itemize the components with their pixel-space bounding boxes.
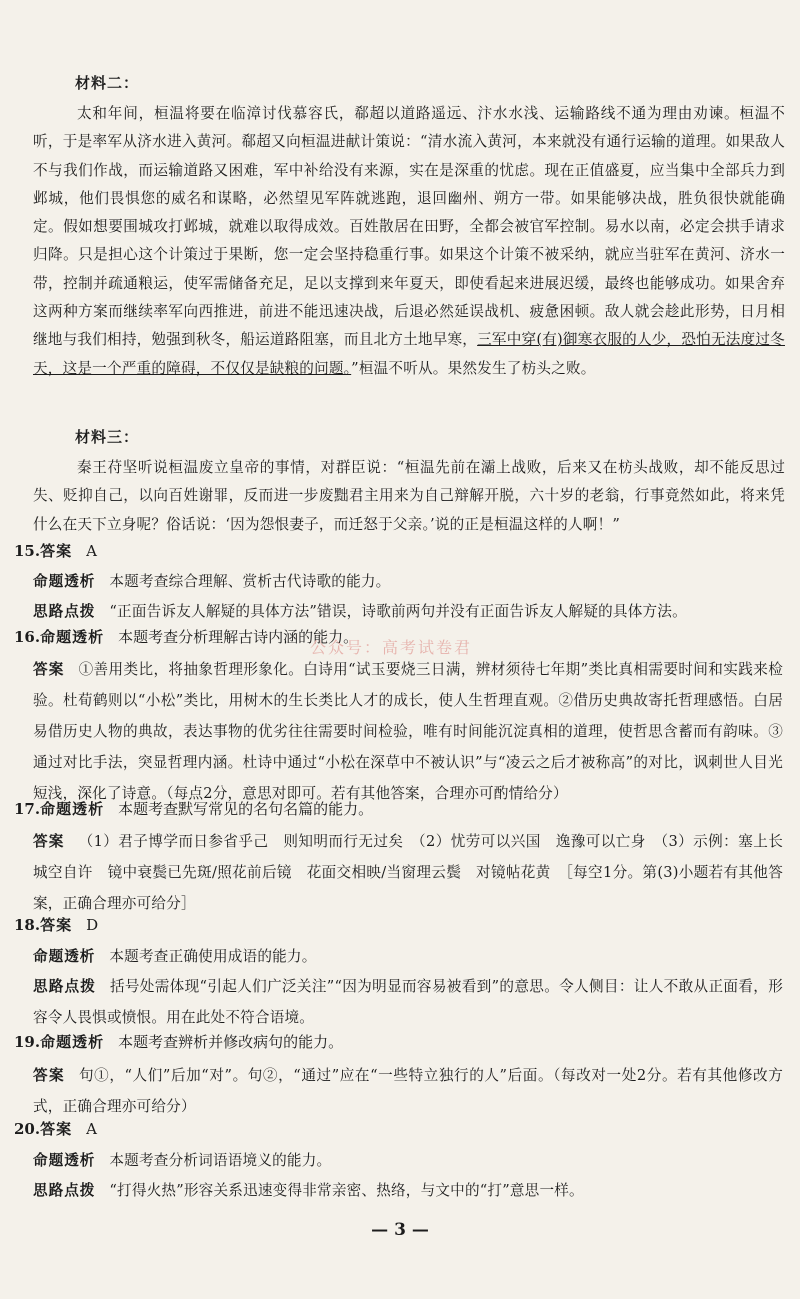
q15-answer-label: 答案 [40, 542, 73, 560]
q15-tip [33, 596, 783, 627]
q20-answer: A [86, 1120, 97, 1138]
q20-tip [33, 1175, 783, 1206]
q20-number: 20. [14, 1120, 41, 1138]
q19-analysis-row [14, 1031, 343, 1052]
q18-tip-label: 思路点拨 [33, 978, 96, 995]
q18-answer: D [86, 916, 99, 934]
q17-number: 17. [14, 800, 41, 818]
q17-analysis-text: 本题考查默写常见的名句名篇的能力。 [118, 800, 374, 818]
material-2-heading: 材料二： [75, 74, 140, 92]
watermark: 公众号：高考试卷君 [310, 638, 473, 657]
q16-answer [33, 654, 783, 809]
q20-analysis-label: 命题透析 [33, 1152, 96, 1169]
page-number: — 3 — [371, 1220, 429, 1240]
q17-answer-text: （1）君子博学而日参省乎己 则知明而行无过矣 （2）忧劳可以兴国 逸豫可以亡身 （3）示例：塞上长城空自许 镜中衰鬓已先斑/照花前后镜 花面交相映/当窗理云鬓 对镜帖花黄 ［每空1分。第(3)小题若有其他答案，正确合理亦可给分］ [33, 833, 783, 912]
q18-number: 18. [14, 916, 41, 934]
q18-answer-row [14, 914, 98, 935]
q20-tip-text: “打得火热”形容关系迅速变得非常亲密、热络，与文中的“打”意思一样。 [109, 1182, 584, 1199]
q19-analysis-text: 本题考查辨析并修改病句的能力。 [118, 1033, 344, 1051]
q18-analysis-text: 本题考查正确使用成语的能力。 [109, 948, 317, 965]
q18-answer-label: 答案 [40, 916, 73, 934]
material-2-text-end: ”桓温不听从。果然发生了枋头之败。 [351, 359, 596, 377]
q19-number: 19. [14, 1033, 41, 1051]
material-2-text-main: 太和年间，桓温将要在临漳讨伐慕容氏，郗超以道路遥远、汴水水浅、运输路线不通为理由劝谏。桓温不听，于是率军从济水进入黄河。郗超又向桓温进献计策说：“清水流入黄河，本来就没有通行运输的道理。如果敌人不与我们作战，而运输道路又困难，军中补给没有来源，实在是深重的忧虑。现在正值盛夏，应当集中全部兵力到邺城，他们畏惧您的威名和谋略，必然望见军阵就逃跑，退回幽州、朔方一带。如果能够决战，胜负很快就能确定。假如想要围城攻打邺城，就难以取得成效。百姓散居在田野，全都会被官军控制。易水以南，必定会拱手请求归降。只是担心这个计策过于果断，您一定会坚持稳重行事。如果这个计策不被采纳，就应当驻军在黄河、济水一带，控制并疏通粮运，使军需储备充足，足以支撑到来年夏天，即使看起来进展迟缓，最终也能够成功。如果舍弃这两种方案而继续率军向西推进，前进不能迅速决战，后退必然延误战机、疲惫困顿。敌人就会趁此形势，日月相继地与我们相持，勉强到秋冬，船运道路阻塞，而且北方土地早寒， [33, 105, 785, 349]
q16-analysis-text: 本题考查分析理解古诗内涵的能力。 [118, 628, 359, 646]
q15-tip-text: “正面告诉友人解疑的具体方法”错误，诗歌前两句并没有正面告诉友人解疑的具体方法。 [109, 603, 687, 620]
q15-answer: A [86, 542, 97, 560]
q15-tip-label: 思路点拨 [33, 603, 96, 620]
q19-answer [33, 1060, 783, 1122]
q15-answer-row [14, 540, 97, 561]
q15-analysis-label: 命题透析 [33, 573, 96, 590]
q15-analysis [33, 566, 783, 597]
q16-answer-label: 答案 [33, 661, 65, 678]
material-2-text [33, 100, 785, 383]
q15-number: 15. [14, 542, 41, 560]
q18-tip-text: 括号处需体现“引起人们广泛关注”“因为明显而容易被看到”的意思。令人侧目：让人不敢从正面看，形容令人畏惧或愤恨。用在此处不符合语境。 [33, 978, 783, 1026]
q20-answer-label: 答案 [40, 1120, 73, 1138]
q18-tip [33, 971, 783, 1033]
q15-analysis-text: 本题考查综合理解、赏析古代诗歌的能力。 [109, 573, 391, 590]
q18-analysis-label: 命题透析 [33, 948, 96, 965]
q16-answer-text: ①善用类比，将抽象哲理形象化。白诗用“试玉要烧三日满，辨材须待七年期”类比真相需要时间和实践来检验。杜荀鹤则以“小松”类比，用树木的生长类比人才的成长，使人生哲理直观。②借历史典故寄托哲理感悟。白居易借历史人物的典故，表达事物的优劣往往需要时间检验，唯有时间能沉淀真相的道理，使哲思含蓄而有韵味。③通过对比手法，突显哲理内涵。杜诗中通过“小松在深草中不被认识”与“凌云之后才被称高”的对比，讽刺世人目光短浅，深化了诗意。（每点2分，意思对即可。若有其他答案，合理亦可酌情给分） [33, 661, 783, 802]
q19-answer-label: 答案 [33, 1067, 65, 1084]
q17-answer [33, 826, 783, 919]
q17-answer-label: 答案 [33, 833, 65, 850]
q16-analysis-label: 命题透析 [40, 628, 105, 646]
q20-answer-row [14, 1118, 97, 1139]
q19-answer-text: 句①，“人们”后加“对”。句②，“通过”应在“一些特立独行的人”后面。（每改对一处2分。若有其他修改方式，正确合理亦可给分） [33, 1067, 783, 1115]
q16-number: 16. [14, 628, 41, 646]
material-3-heading: 材料三： [75, 428, 140, 446]
material-3-text: 秦王苻坚听说桓温废立皇帝的事情，对群臣说：“桓温先前在灞上战败，后来又在枋头战败，却不能反思过失、贬抑自己，以向百姓谢罪，反而进一步废黜君主用来为自己辩解开脱，六十岁的老翁，行事竟然如此，将来凭什么在天下立身呢？俗话说：‘因为怨恨妻子，而迁怒于父亲。’说的正是桓温这样的人啊！” [33, 459, 785, 533]
q17-analysis-row [14, 798, 373, 819]
q20-tip-label: 思路点拨 [33, 1182, 96, 1199]
material-2-underlined-text: 三军中穿(有)御寒衣服的人少，恐怕无法度过冬天，这是一个严重的障碍，不仅仅是缺粮的问题。 [33, 331, 785, 377]
q17-analysis-label: 命题透析 [40, 800, 105, 818]
q18-analysis [33, 941, 783, 972]
q20-analysis [33, 1145, 783, 1176]
q16-analysis-row [14, 626, 358, 647]
q20-analysis-text: 本题考查分析词语语境义的能力。 [109, 1152, 332, 1169]
q19-analysis-label: 命题透析 [40, 1033, 105, 1051]
